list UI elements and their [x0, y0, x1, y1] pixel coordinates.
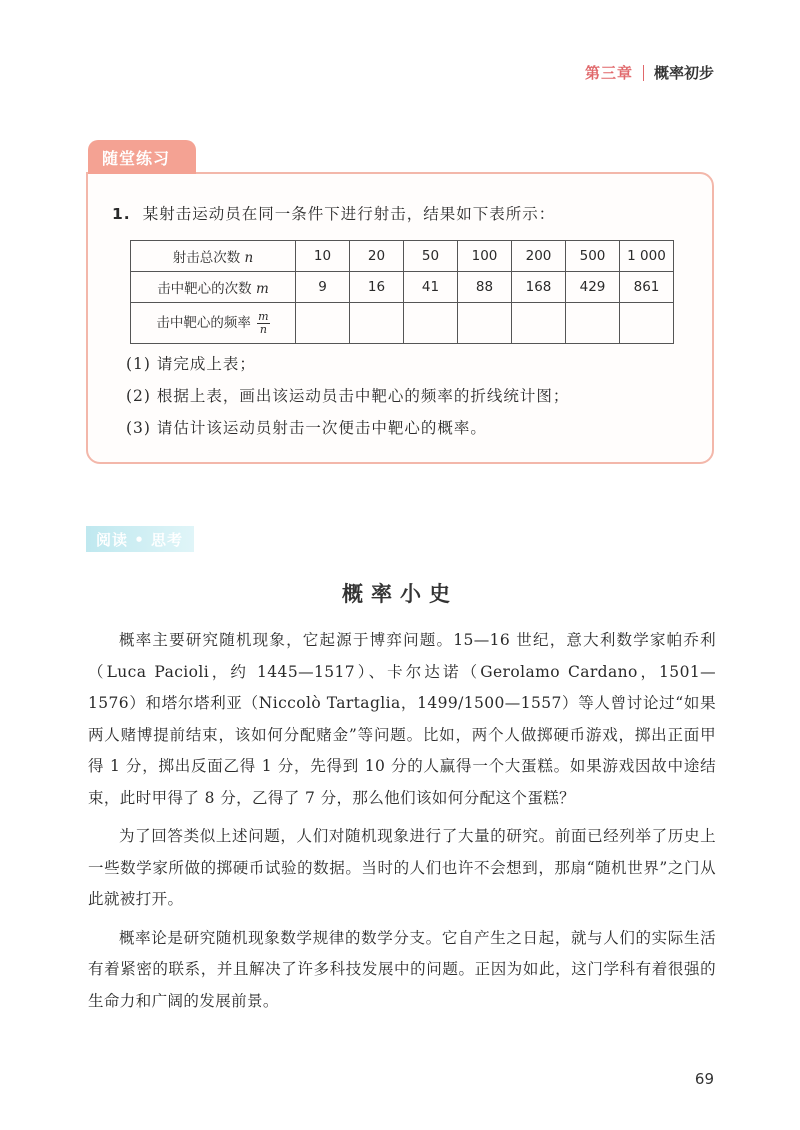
sub-question-2: (2) 根据上表，画出该运动员击中靶心的频率的折线统计图；	[126, 387, 570, 405]
empty-cell	[566, 303, 620, 344]
question-number: 1.	[112, 205, 131, 223]
empty-cell	[620, 303, 674, 344]
table-cell: 16	[350, 272, 404, 303]
table-cell: 41	[404, 272, 458, 303]
table-cell: 88	[458, 272, 512, 303]
article-body	[88, 625, 716, 1024]
table-row	[131, 303, 674, 344]
table-cell: 9	[296, 272, 350, 303]
table-cell: 10	[296, 241, 350, 272]
practice-box	[86, 172, 714, 464]
table-cell: 100	[458, 241, 512, 272]
article-title: 概率小史	[342, 582, 458, 606]
row-header-hits: 击中靶心的次数 m	[131, 272, 296, 303]
question-1	[112, 202, 555, 224]
reading-tab: 阅读 • 思考	[86, 526, 194, 552]
empty-cell	[458, 303, 512, 344]
page-number: 69	[694, 1070, 714, 1088]
table-cell: 861	[620, 272, 674, 303]
chapter-title: 概率初步	[653, 64, 714, 82]
table-cell: 50	[404, 241, 458, 272]
row-header-frequency: 击中靶心的频率 $\frac{m}{n}$	[131, 303, 296, 344]
question-text: 某射击运动员在同一条件下进行射击，结果如下表所示：	[142, 205, 556, 223]
table-row	[131, 241, 674, 272]
table-cell: 168	[512, 272, 566, 303]
chapter-label: 第三章	[584, 64, 633, 82]
empty-cell	[350, 303, 404, 344]
header-divider	[643, 65, 644, 81]
sub-question-3: (3) 请估计该运动员射击一次便击中靶心的概率。	[126, 419, 487, 437]
table-cell: 1 000	[620, 241, 674, 272]
table-cell: 429	[566, 272, 620, 303]
article-paragraph: 概率主要研究随机现象，它起源于博弈问题。15—16 世纪，意大利数学家帕乔利（Luca Pacioli，约 1445—1517）、卡尔达诺（Gerolamo Cardano，1501—1576）和塔尔塔利亚（Niccolò Tartaglia，1499/1500—1557）等人曾讨论过“如果两人赌博提前结束，该如何分配赌金”等问题。比如，两个人做掷硬币游戏，掷出正面甲得 1 分，掷出反面乙得 1 分，先得到 10 分的人赢得一个大蛋糕。如果游戏因故中途结束，此时甲得了 8 分，乙得了 7 分，那么他们该如何分配这个蛋糕？	[88, 631, 716, 807]
empty-cell	[296, 303, 350, 344]
fraction-m-over-n: $\frac{m}{n}$	[258, 309, 269, 336]
table-row	[131, 272, 674, 303]
article-paragraph: 概率论是研究随机现象数学规律的数学分支。它自产生之日起，就与人们的实际生活有着紧密的联系，并且解决了许多科技发展中的问题。正因为如此，这门学科有着很强的生命力和广阔的发展前景。	[88, 928, 716, 1010]
table-cell: 20	[350, 241, 404, 272]
sub-question-1: (1) 请完成上表；	[126, 355, 256, 373]
page-header	[585, 62, 714, 83]
row-header-total: 射击总次数 n	[131, 241, 296, 272]
article-paragraph: 为了回答类似上述问题，人们对随机现象进行了大量的研究。前面已经列举了历史上一些数学家所做的掷硬币试验的数据。当时的人们也许不会想到，那扇“随机世界”之门从此就被打开。	[88, 827, 716, 908]
empty-cell	[404, 303, 458, 344]
table-cell: 500	[566, 241, 620, 272]
practice-tab: 随堂练习	[88, 140, 196, 174]
empty-cell	[512, 303, 566, 344]
table-cell: 200	[512, 241, 566, 272]
shooting-table	[130, 240, 674, 344]
